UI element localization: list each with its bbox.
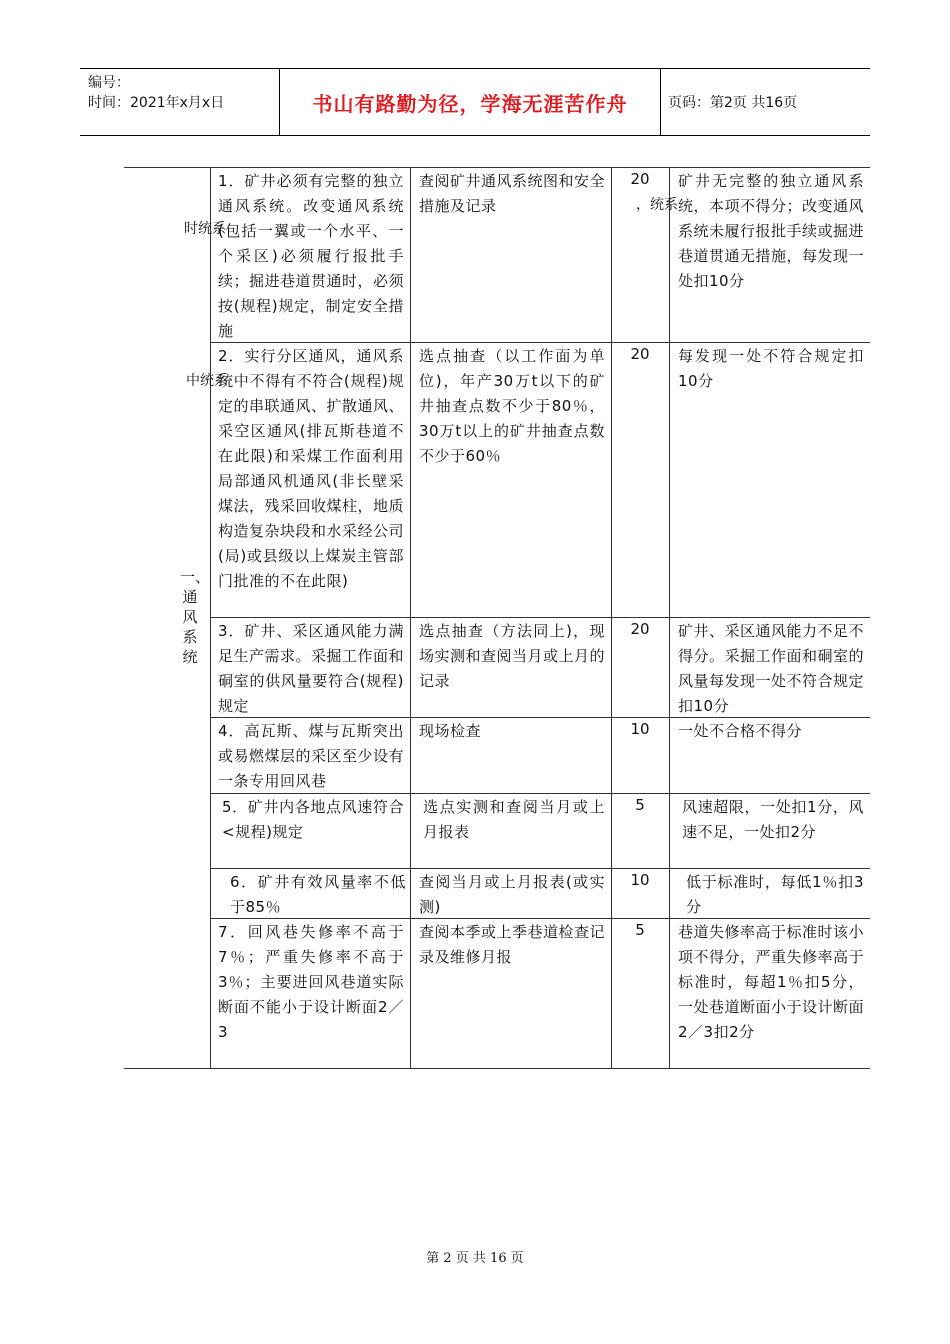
requirement-cell: 2．实行分区通风，通风系统中不得有不符合(规程)规定的串联通风、扩散通风、采空区通风(排瓦斯巷道不在此限)和采煤工作面利用局部通风机通风(非长壁采煤法，残采回收煤柱，地质构造复杂块段和水采经公司(局)或县级以上煤炭主管部门批准的不在此限) (218, 347, 405, 590)
col-divider (410, 167, 411, 1068)
method-cell: 现场检查 (419, 722, 482, 740)
deduction-cell: 巷道失修率高于标准时该小项不得分，严重失修率高于标准时，每超1％扣5分，一处巷道断面小于设计断面2／3扣2分 (678, 923, 865, 1041)
table-top-rule (124, 167, 870, 168)
method-cell: 选点抽查（方法同上)，现场实测和查阅当月或上月的记录 (419, 622, 606, 690)
requirement-cell: 4．高瓦斯、煤与瓦斯突出或易燃煤层的采区至少设有一条专用回风巷 (218, 722, 405, 790)
table-bottom-rule (124, 1068, 870, 1069)
requirement-cell: 5．矿井内各地点风速符合<规程)规定 (222, 798, 404, 841)
deduction-cell: 一处不合格不得分 (678, 722, 803, 740)
deduction-cell: 风速超限，一处扣1分，风速不足，一处扣2分 (682, 798, 864, 841)
col-divider (669, 167, 670, 1068)
score-cell: 20 (630, 620, 650, 638)
method-cell: 选点实测和查阅当月或上月报表 (423, 798, 605, 841)
row-divider (210, 617, 870, 618)
score-cell: 5 (635, 921, 645, 939)
method-cell: 查阅当月或上月报表(或实测) (419, 873, 605, 916)
col-divider (210, 167, 211, 1068)
time-label: 时间：2021年x月x日 (88, 95, 225, 111)
score-cell: 5 (635, 796, 645, 814)
requirement-cell: 6．矿井有效风量率不低于85％ (230, 873, 406, 916)
side-note: 中统系 (186, 373, 228, 389)
side-note: 时统系 (184, 221, 226, 237)
requirement-cell: 7．回风巷失修率不高于7％；严重失修率不高于3％；主要进回风巷道实际断面不能小于设计断面2／3 (218, 923, 404, 1041)
header-motto: 书山有路勤为径，学海无涯苦作舟 (280, 69, 661, 135)
deduction-cell: 低于标准时，每低1％扣3分 (686, 873, 864, 916)
method-cell: 查阅本季或上季巷道检查记录及维修月报 (419, 923, 606, 966)
requirement-cell: 3．矿井、采区通风能力满足生产需求。采掘工作面和硐室的供风量要符合(规程)规定 (218, 622, 405, 715)
deduction-cell: 矿井无完整的独立通风系统，本项不得分；改变通风系统未履行报批手续或掘进巷道贯通无措施，每发现一处扣10分 (678, 172, 865, 290)
header-page-code: 页码：第2页 共16页 (668, 95, 798, 111)
deduction-cell: 每发现一处不符合规定扣10分 (678, 347, 864, 390)
category-label: 一、通风系统 (180, 568, 211, 666)
score-cell: 10 (630, 871, 650, 889)
requirement-cell: 1．矿井必须有完整的独立通风系统。改变通风系统(包括一翼或一个水平、一个采区)必须履行报批手续；掘进巷道贯通时，必须按(规程)规定，制定安全措施 (218, 172, 405, 340)
method-cell: 选点抽查（以工作面为单位)，年产30万t以下的矿井抽查点数不少于80％，30万t以上的矿井抽查点数不少于60％ (419, 347, 605, 465)
header-meta (80, 69, 280, 135)
ventilation-table (124, 167, 870, 1069)
method-cell: 查阅矿井通风系统图和安全措施及记录 (419, 172, 606, 215)
score-cell: 20 (630, 170, 650, 188)
page-footer: 第 2 页 共 16 页 (426, 1251, 524, 1266)
deduction-cell: 矿井、采区通风能力不足不得分。采掘工作面和硐室的风量每发现一处不符合规定扣10分 (678, 622, 865, 715)
row-divider (210, 868, 870, 869)
page-header (80, 68, 870, 136)
side-note: ，统系 (636, 197, 678, 213)
number-label: 编号： (88, 75, 130, 91)
score-cell: 20 (630, 345, 650, 363)
score-cell: 10 (630, 720, 650, 738)
